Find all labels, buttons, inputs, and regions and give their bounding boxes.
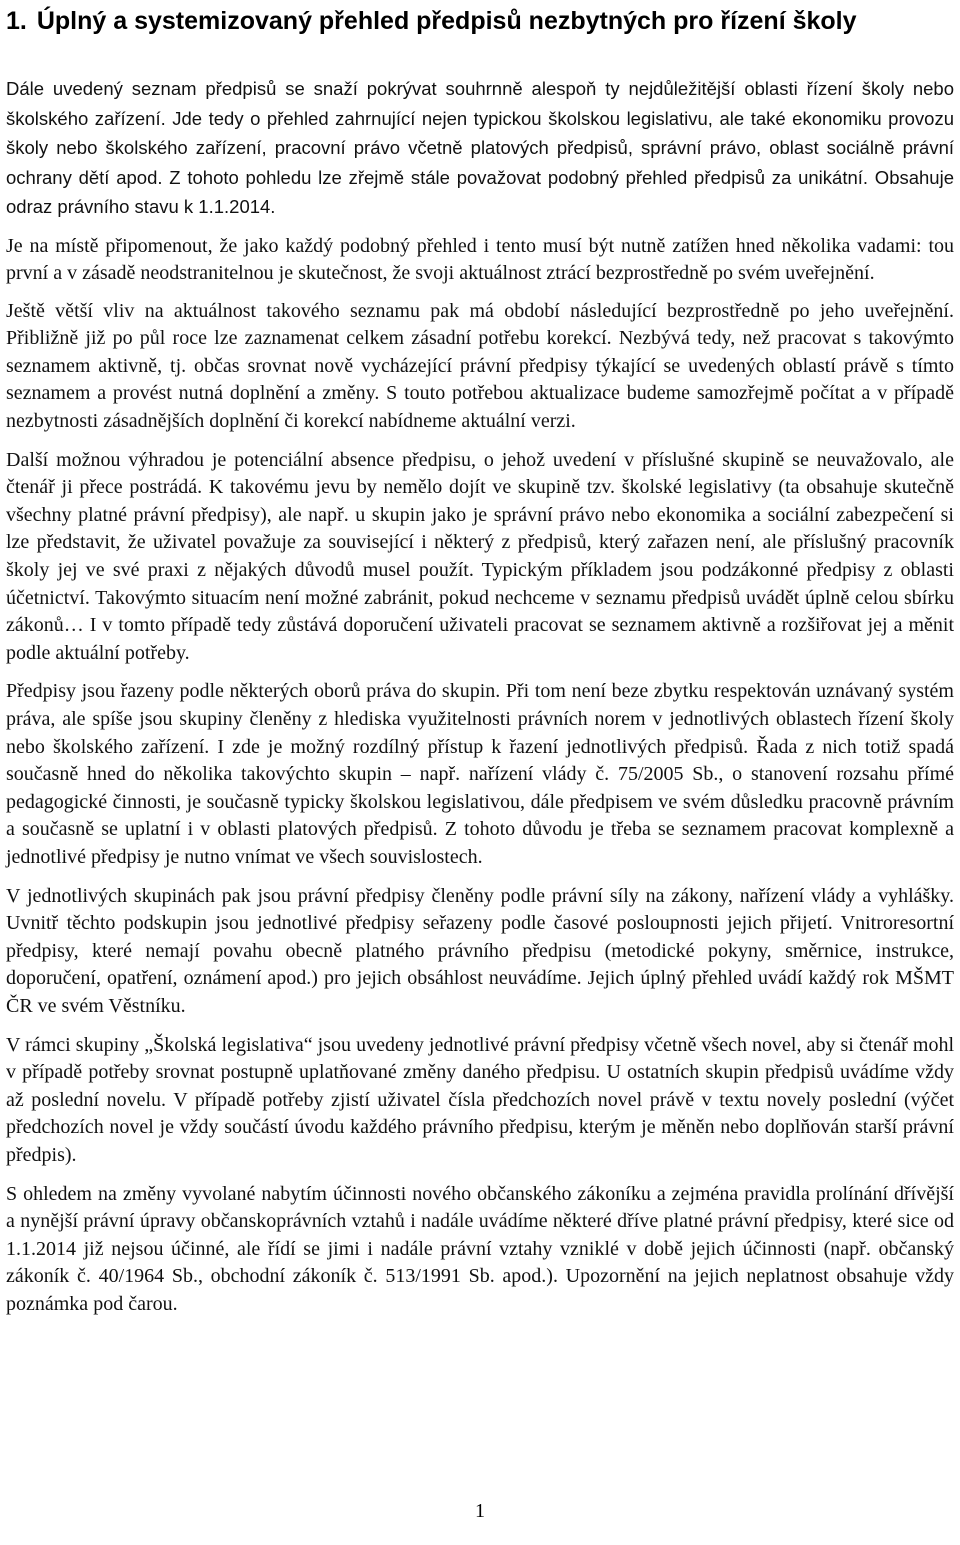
- paragraph-5: Předpisy jsou řazeny podle některých oborů práva do skupin. Při tom není beze zbytku respektován uznávaný systém práva, ale spíše jsou skupiny členěny z hlediska využitelnosti právních norem v jednotlivých oblastech řízení školy nebo školského zařízení. I zde je možný rozdílný přístup k řazení jednotlivých předpisů. Řada z nich totiž spadá současně hned do několika takovýchto skupin – např. nařízení vlády č. 75/2005 Sb., o stanovení rozsahu přímé pedagogické činnosti, je současně typicky školskou legislativou, dále předpisem ve svém důsledku pracovně právním a současně se uplatní i v oblasti platových předpisů. Z tohoto důvodu je třeba se seznamem pracovat komplexně a jednotlivé předpisy je nutno vnímat ve všech souvislostech.: [6, 680, 954, 868]
- section-heading: [6, 6, 954, 36]
- paragraph-8: S ohledem na změny vyvolané nabytím účinnosti nového občanského zákoníku a zejména pravidla prolínání dřívější a nynější právní úpravy občanskoprávních vztahů i nadále uvádíme některé dříve platné právní předpisy, které sice od 1.1.2014 již nejsou účinné, ale řídí se jimi i nadále právní vztahy vzniklé v době jejich účinnosti (např. občanský zákoník č. 40/1964 Sb., obchodní zákoník č. 513/1991 Sb. apod.). Upozornění na jejich neplatnost obsahuje vždy poznámka pod čarou.: [6, 1182, 954, 1315]
- paragraph-3: Ještě větší vliv na aktuálnost takového seznamu pak má období následující bezprostředně po jeho uveřejnění. Přibližně již po půl roce lze zaznamenat celkem zásadní potřebu korekcí. Nezbývá tedy, než pracovat s takovýmto seznamem aktivně, tj. občas srovnat nově vycházející právní předpisy týkající se uvedených oblastí právě s tímto seznamem a provést nutná doplnění a změny. S touto potřebou aktualizace budeme samozřejmě počítat a v případě nezbytnosti zásadnějších doplnění či korekcí nabídneme aktuální verzi.: [6, 299, 954, 433]
- section-number: 1.: [6, 7, 27, 35]
- paragraph-2: Je na místě připomenout, že jako každý podobný přehled i tento musí být nutně zatížen hned několika vadami: tou první a v zásadě neodstranitelnou je skutečnost, že svoji aktuálnost ztrácí bezprostředně po svém uveřejnění.: [6, 234, 954, 285]
- document-page: [6, 0, 954, 1318]
- paragraph-intro: Dále uvedený seznam předpisů se snaží pokrývat souhrnně alespoň ty nejdůležitější oblasti řízení školy nebo školského zařízení. Jde tedy o přehled zahrnující nejen typickou školskou legislativu, ale také ekonomiku provozu školy nebo školského zařízení, pracovní právo včetně platových předpisů, správní právo, oblast sociálně právní ochrany dětí apod. Z tohoto pohledu lze zřejmě stále považovat podobný přehled předpisů za unikátní. Obsahuje odraz právního stavu k 1.1.2014.: [6, 78, 954, 217]
- page-number: 1: [475, 1500, 485, 1522]
- paragraph-6: V jednotlivých skupinách pak jsou právní předpisy členěny podle právní síly na zákony, nařízení vlády a vyhlášky. Uvnitř těchto podskupin jsou jednotlivé předpisy seřazeny podle časové posloupnosti jejich přijetí. Vnitroresortní předpisy, které nemají povahu obecně platného právního předpisu (metodické pokyny, směrnice, instrukce, doporučení, opatření, oznámení apod.) pro jejich obsáhlost neuvádíme. Jejich úplný přehled uvádí každý rok MŠMT ČR ve svém Věstníku.: [6, 884, 954, 1017]
- paragraph-4: Další možnou výhradou je potenciální absence předpisu, o jehož uvedení v příslušné skupině se neuvažovalo, ale čtenář ji přece postrádá. K takovému jevu by nemělo dojít ve skupině tzv. školské legislativy (ta obsahuje skutečně všechny platné právní předpisy), ale např. u skupin jako je správní právo nebo ekonomika a sociální zabezpečení si lze představit, že uživatel považuje za související i některý z předpisů, který zařazen není, ale příslušný pracovník školy jej ve své praxi z nějakých důvodů musel použít. Typickým příkladem jsou podzákonné předpisy z oblasti účetnictví. Takovýmto situacím není možné zabránit, pokud nechceme v seznamu předpisů uvádět úplně celou sbírku zákonů… I v tomto případě tedy zůstává doporučení uživateli pracovat se seznamem aktivně a rozšiřovat jej a měnit podle aktuální potřeby.: [6, 448, 954, 664]
- section-title: Úplný a systemizovaný přehled předpisů nezbytných pro řízení školy: [36, 7, 857, 35]
- paragraph-7: V rámci skupiny „Školská legislativa“ jsou uvedeny jednotlivé právní předpisy včetně všech novel, aby si čtenář mohl v případě potřeby srovnat postupně uplatňované změny daného předpisu. U ostatních skupin předpisů uvádíme vždy až poslední novelu. V případě potřeby zjistí uživatel čísla předchozích novel právě v textu novely poslední (výčet předchozích novel je vždy součástí úvodu každého právního předpisu, kterým je měněn nebo doplňován starší právní předpis).: [6, 1033, 954, 1166]
